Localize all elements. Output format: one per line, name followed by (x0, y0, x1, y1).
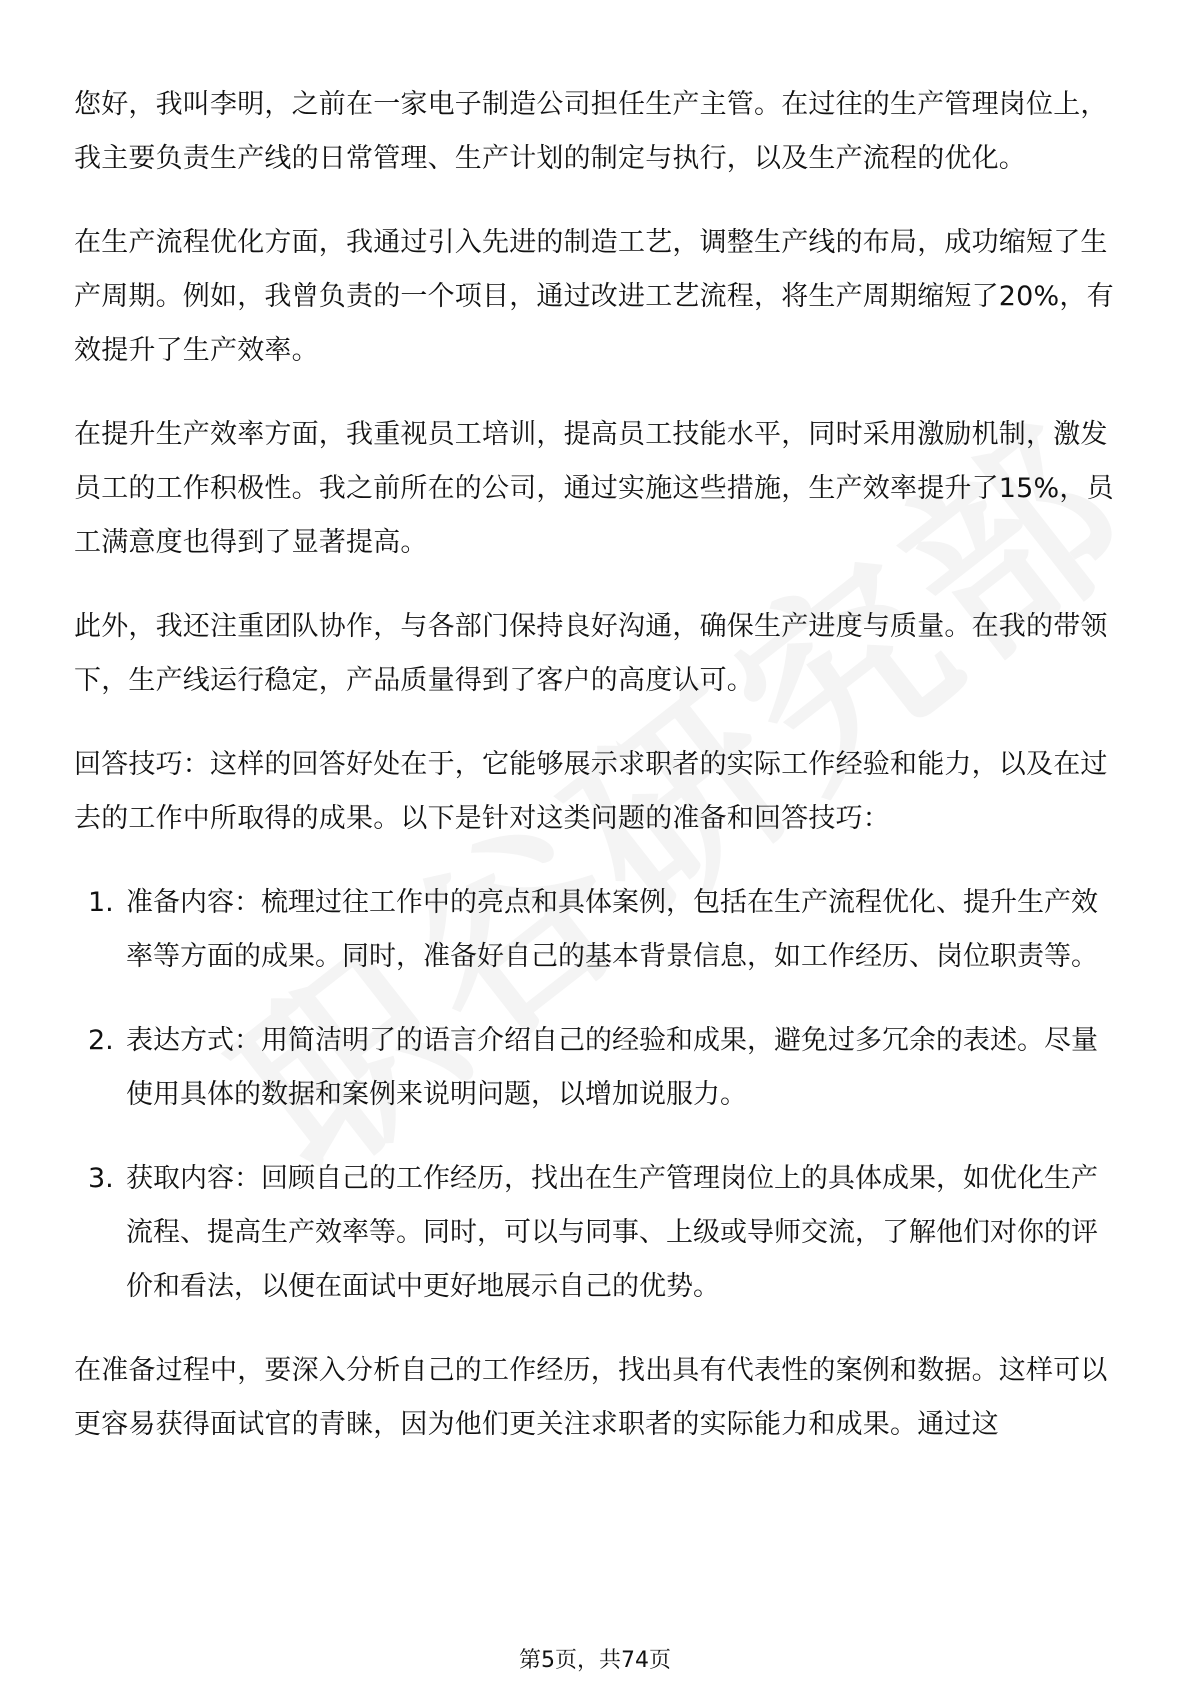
list-item-text: 准备内容：梳理过往工作中的亮点和具体案例，包括在生产流程优化、提升生产效率等方面的成果。同时，准备好自己的基本背景信息，如工作经历、岗位职责等。 (126, 887, 1098, 972)
page-number-footer: 第5页，共74页 (519, 1648, 671, 1673)
list-item-number: 1. (88, 887, 114, 918)
list-item (74, 1152, 1120, 1314)
paragraph-efficiency: 在提升生产效率方面，我重视员工培训，提高员工技能水平，同时采用激励机制，激发员工的工作积极性。我之前所在的公司，通过实施这些措施，生产效率提升了15%，员工满意度也得到了显著提高。 (74, 419, 1114, 558)
paragraph-process-optimization: 在生产流程优化方面，我通过引入先进的制造工艺，调整生产线的布局，成功缩短了生产周期。例如，我曾负责的一个项目，通过改进工艺流程，将生产周期缩短了20%，有效提升了生产效率。 (74, 227, 1114, 366)
paragraph-teamwork: 此外，我还注重团队协作，与各部门保持良好沟通，确保生产进度与质量。在我的带领下，生产线运行稳定，产品质量得到了客户的高度认可。 (74, 611, 1108, 696)
paragraph-closing: 在准备过程中，要深入分析自己的工作经历，找出具有代表性的案例和数据。这样可以更容易获得面试官的青睐，因为他们更关注求职者的实际能力和成果。通过这 (74, 1355, 1108, 1440)
document-body (74, 78, 1120, 1482)
list-item-number: 3. (88, 1163, 114, 1194)
tips-list (74, 876, 1120, 1314)
list-item-number: 2. (88, 1025, 114, 1056)
list-item (74, 876, 1120, 984)
paragraph-intro: 您好，我叫李明，之前在一家电子制造公司担任生产主管。在过往的生产管理岗位上，我主要负责生产线的日常管理、生产计划的制定与执行，以及生产流程的优化。 (74, 89, 1108, 174)
list-item (74, 1014, 1120, 1122)
list-item-text: 表达方式：用简洁明了的语言介绍自己的经验和成果，避免过多冗余的表述。尽量使用具体的数据和案例来说明问题，以增加说服力。 (126, 1025, 1098, 1110)
paragraph-answer-tips: 回答技巧：这样的回答好处在于，它能够展示求职者的实际工作经验和能力，以及在过去的工作中所取得的成果。以下是针对这类问题的准备和回答技巧： (74, 749, 1108, 834)
list-item-text: 获取内容：回顾自己的工作经历，找出在生产管理岗位上的具体成果，如优化生产流程、提高生产效率等。同时，可以与同事、上级或导师交流，了解他们对你的评价和看法，以便在面试中更好地展示自己的优势。 (126, 1163, 1098, 1302)
